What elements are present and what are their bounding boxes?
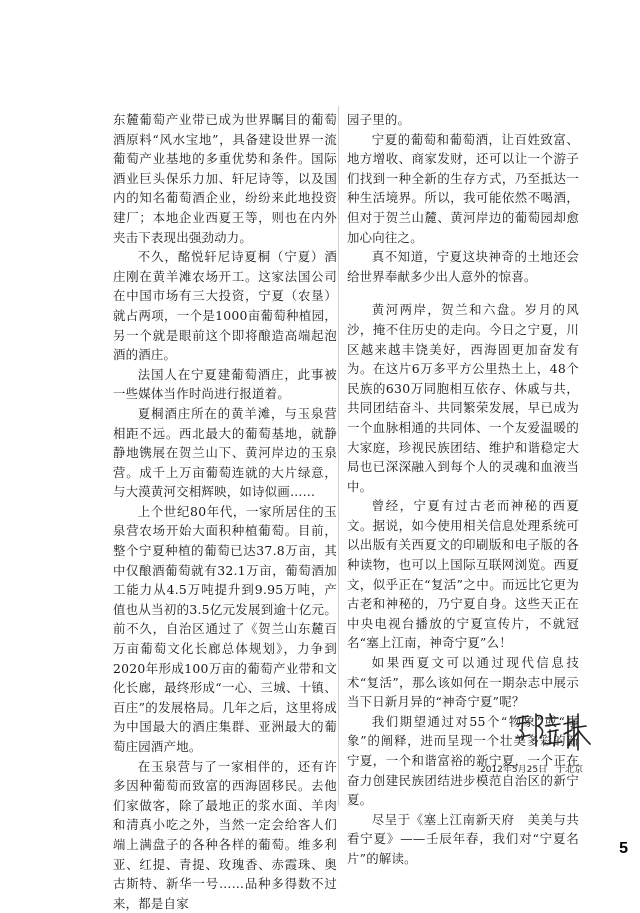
page-number: 5 bbox=[619, 840, 628, 857]
paragraph: 法国人在宁夏建葡萄酒庄，此事被一些媒体当作时尚进行报道着。 bbox=[113, 366, 337, 402]
paragraph: 尽呈于《塞上江南新天府 美美与共看宁夏》——壬辰年春，我们对“宁夏名片”的解读。 bbox=[347, 811, 579, 866]
signature-date-line: 2012年5月25日 于北京 bbox=[480, 765, 584, 775]
paragraph: 黄河两岸，贺兰和六盘。岁月的风沙，掩不住历史的走向。今日之宁夏，川区越来越丰饶美好，西海固更加奋发有为。在这片6万多平方公里热土上，48个民族的630万同胞相互依存、休戚与共，共同团结奋斗、共同繁荣发展，早已成为一个血脉相通的共同体、一个友爱温暖的大家庭，珍视民族团结、维护和谐稳定大局也已深深融入到每个人的灵魂和血液当中。 bbox=[347, 302, 579, 494]
paragraph: 如果西夏文可以通过现代信息技术“复活”，那么该如何在一期杂志中展示当下日新月异的“神奇宁夏”呢？ bbox=[347, 655, 579, 710]
paragraph: 园子里的。 bbox=[347, 112, 411, 127]
section-gap bbox=[347, 286, 579, 300]
paragraph: 在玉泉营与了一家相伴的，还有许多因种葡萄而致富的西海固移民。去他们家做客，除了最地正的浆水面、羊肉和清真小吃之外，当然一定会给客人们端上满盘子的各种各样的葡萄。维多利亚、红提、青提、玫瑰香、赤霞珠、奥古斯特、新华一号……品种多得数不过来，都是自家 bbox=[113, 758, 337, 911]
paragraph: 宁夏的葡萄和葡萄酒，让百姓致富、地方增收、商家发财，还可以让一个游子们找到一种全新的生存方式，乃至抵达一种生活境界。所以，我可能依然不喝酒，但对于贺兰山麓、黄河岸边的葡萄园却愈加心向往之。 bbox=[347, 131, 579, 245]
left-column bbox=[113, 110, 337, 913]
handwritten-signature bbox=[514, 708, 604, 758]
column-divider bbox=[338, 106, 339, 806]
paragraph: 上个世纪80年代，一家所居住的玉泉营农场开始大面积种植葡萄。目前，整个宁夏种植的葡萄已达37.8万亩，其中仅酿酒葡萄就有32.1万亩，葡萄酒加工能力从4.5万吨提升到9.95万吨，产值也从当初的3.5亿元发展到逾十亿元。前不久，自治区通过了《贺兰山东麓百万亩葡萄文化长廊总体规划》，力争到2020年形成100万亩的葡萄产业带和文化长廊，最终形成“一心、三城、十镇、百庄”的发展格局。几年之后，这里将成为中国最大的酒庄集群、亚洲最大的葡萄庄园酒产地。 bbox=[113, 503, 337, 754]
paragraph: 我们期望通过对55个“物象”或“事象”的阐释，进而呈现一个壮美多彩的新宁夏，一个和谐富裕的新宁夏，一个正在奋力创建民族团结进步模范自治区的新宁夏。 bbox=[347, 713, 579, 808]
paragraph: 不久，酩悦轩尼诗夏桐（宁夏）酒庄刚在黄羊滩农场开工。这家法国公司在中国市场有三大投资，宁夏（农垦）就占两项，一个是1000亩葡萄种植园，另一个就是眼前这个即将酿造高端起泡酒的酒庄。 bbox=[113, 249, 337, 363]
paragraph: 夏桐酒庄所在的黄羊滩，与玉泉营相距不远。西北最大的葡萄基地，就静静地镌展在贺兰山下、黄河岸边的玉泉营。成千上万亩葡萄连就的大片绿意，与大漠黄河交相辉映，如诗似画…… bbox=[113, 405, 337, 500]
paragraph: 曾经，宁夏有过古老而神秘的西夏文。据说，如今使用相关信息处理系统可以出版有关西夏文的印刷版和电子版的各种读物，也可以上国际互联网浏览。西夏文，似乎正在“复活”之中。而远比它更为古老和神秘的，乃宁夏自身。这些天正在中央电视台播放的宁夏宣传片，不就冠名“塞上江南，神奇宁夏”么！ bbox=[347, 498, 579, 651]
paragraph: 真不知道，宁夏这块神奇的土地还会给世界奉献多少出人意外的惊喜。 bbox=[347, 249, 579, 284]
paragraph: 东麓葡萄产业带已成为世界瞩目的葡萄酒原料“风水宝地”，具备建设世界一流葡萄产业基地的多重优势和条件。国际酒业巨头保乐力加、轩尼诗等，以及国内的知名葡萄酒企业，纷纷来此地投资建厂；本地企业西夏王等，则也在内外夹击下表现出强劲动力。 bbox=[113, 112, 337, 245]
